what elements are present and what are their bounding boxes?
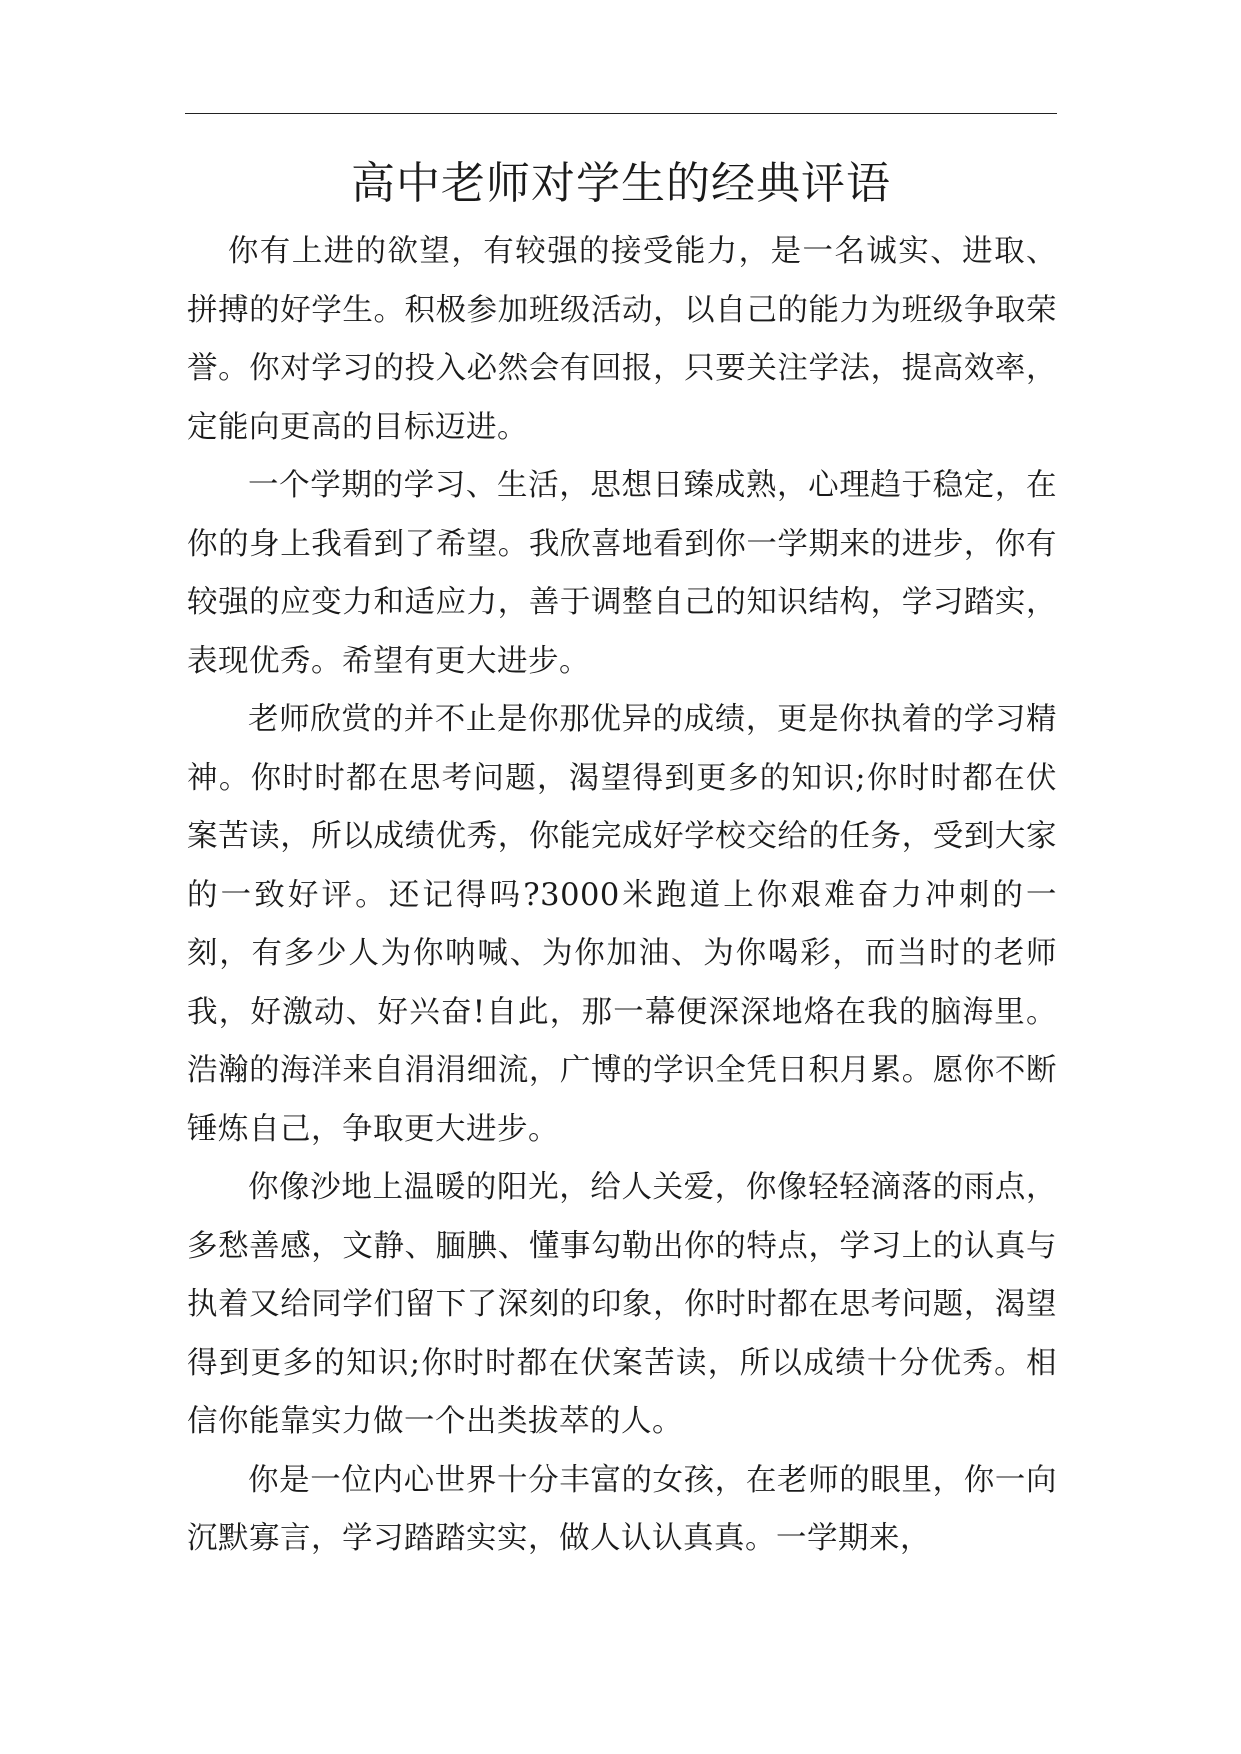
paragraph-5: 你是一位内心世界十分丰富的女孩，在老师的眼里，你一向沉默寡言，学习踏踏实实，做人认认真真。一学期来， xyxy=(187,1462,1057,1556)
paragraph-1: 你有上进的欲望，有较强的接受能力，是一名诚实、进取、拼搏的好学生。积极参加班级活动，以自己的能力为班级争取荣誉。你对学习的投入必然会有回报，只要关注学法，提高效率，定能向更高的目标迈进。 xyxy=(187,234,1057,445)
header-rule xyxy=(185,113,1057,114)
document-body xyxy=(187,223,1057,1569)
paragraph-4: 你像沙地上温暖的阳光，给人关爱，你像轻轻滴落的雨点，多愁善感，文静、腼腆、懂事勾勒出你的特点，学习上的认真与执着又给同学们留下了深刻的印象，你时时都在思考问题，渴望得到更多的知识;你时时都在伏案苦读，所以成绩十分优秀。相信你能靠实力做一个出类拔萃的人。 xyxy=(187,1170,1057,1439)
document-title: 高中老师对学生的经典评语 xyxy=(351,158,891,209)
paragraph-3: 老师欣赏的并不止是你那优异的成绩，更是你执着的学习精神。你时时都在思考问题，渴望得到更多的知识;你时时都在伏案苦读，所以成绩优秀，你能完成好学校交给的任务，受到大家的一致好评。还记得吗?3000米跑道上你艰难奋力冲刺的一刻，有多少人为你呐喊、为你加油、为你喝彩，而当时的老师我，好激动、好兴奋!自此，那一幕便深深地烙在我的脑海里。浩瀚的海洋来自涓涓细流，广博的学识全凭日积月累。愿你不断锤炼自己，争取更大进步。 xyxy=(187,702,1057,1147)
paragraph-2: 一个学期的学习、生活，思想日臻成熟，心理趋于稳定，在你的身上我看到了希望。我欣喜地看到你一学期来的进步，你有较强的应变力和适应力，善于调整自己的知识结构，学习踏实，表现优秀。希望有更大进步。 xyxy=(187,468,1057,679)
